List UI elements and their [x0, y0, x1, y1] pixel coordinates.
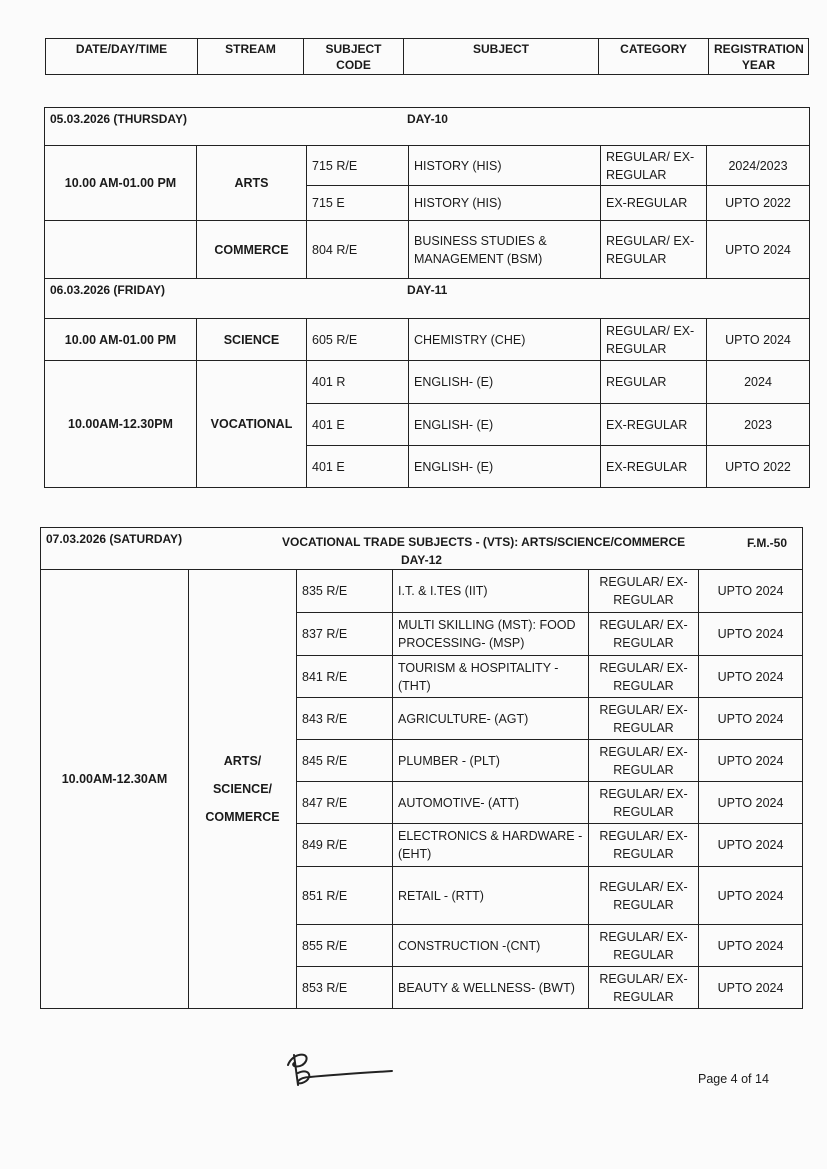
day10-label: DAY-10 — [407, 112, 448, 126]
day12-title: VOCATIONAL TRADE SUBJECTS - (VTS): ARTS/SCIENCE/COMMERCE — [282, 535, 686, 549]
day12-code: 847 R/E — [297, 782, 393, 824]
col-year-header: REGISTRATION YEAR — [709, 39, 809, 75]
col-subject-header: SUBJECT — [404, 39, 599, 75]
day10-category: EX-REGULAR — [601, 186, 707, 221]
day12-year: UPTO 2024 — [699, 570, 803, 613]
day10-subject: HISTORY (HIS) — [409, 146, 601, 186]
day10-year: 2024/2023 — [707, 146, 810, 186]
day10-subject: BUSINESS STUDIES & MANAGEMENT (BSM) — [409, 221, 601, 279]
day10-time: 10.00 AM-01.00 PM — [45, 146, 197, 221]
day12-fm: F.M.-50 — [747, 536, 788, 550]
header-table — [45, 38, 809, 75]
day12-category: REGULAR/ EX-REGULAR — [589, 824, 699, 867]
day12-code: 835 R/E — [297, 570, 393, 613]
day11-category: REGULAR/ EX-REGULAR — [601, 319, 707, 361]
day12-time: 10.00AM-12.30AM — [41, 570, 189, 1009]
day12-code: 853 R/E — [297, 967, 393, 1009]
day12-label: DAY-12 — [401, 553, 442, 567]
day10-year: UPTO 2024 — [707, 221, 810, 279]
col-code-header: SUBJECT CODE — [304, 39, 404, 75]
day12-year: UPTO 2024 — [699, 782, 803, 824]
day10-time-empty — [45, 221, 197, 279]
day11-subject: ENGLISH- (E) — [409, 404, 601, 446]
day11-category: REGULAR — [601, 361, 707, 404]
day12-year: UPTO 2024 — [699, 824, 803, 867]
day10-code: 715 E — [307, 186, 409, 221]
day12-code: 849 R/E — [297, 824, 393, 867]
day11-code: 401 E — [307, 446, 409, 488]
day12-subject: BEAUTY & WELLNESS- (BWT) — [393, 967, 589, 1009]
day12-year: UPTO 2024 — [699, 925, 803, 967]
day12-subject: RETAIL - (RTT) — [393, 867, 589, 925]
day12-stream-line: COMMERCE — [205, 810, 280, 824]
day11-code: 401 R — [307, 361, 409, 404]
signature-icon — [280, 1045, 400, 1095]
day12-category: REGULAR/ EX-REGULAR — [589, 656, 699, 698]
day12-subject: AGRICULTURE- (AGT) — [393, 698, 589, 740]
day11-time-1: 10.00 AM-01.00 PM — [45, 319, 197, 361]
day10-category: REGULAR/ EX-REGULAR — [601, 221, 707, 279]
day12-subject: MULTI SKILLING (MST): FOOD PROCESSING- (MSP) — [393, 613, 589, 656]
day11-header-row — [45, 279, 810, 319]
day12-code: 855 R/E — [297, 925, 393, 967]
day11-label: DAY-11 — [407, 283, 448, 297]
col-category-header: CATEGORY — [599, 39, 709, 75]
day12-stream-line: ARTS/ — [223, 754, 262, 768]
day11-code: 605 R/E — [307, 319, 409, 361]
day12-category: REGULAR/ EX-REGULAR — [589, 782, 699, 824]
day12-date: 07.03.2026 (SATURDAY) — [46, 532, 183, 546]
day12-subject: ELECTRONICS & HARDWARE - (EHT) — [393, 824, 589, 867]
day12-code: 851 R/E — [297, 867, 393, 925]
day11-category: EX-REGULAR — [601, 404, 707, 446]
day12-subject: I.T. & I.TES (IIT) — [393, 570, 589, 613]
day12-subject: CONSTRUCTION -(CNT) — [393, 925, 589, 967]
day12-stream-line: SCIENCE/ — [212, 782, 273, 796]
day12-subject: PLUMBER - (PLT) — [393, 740, 589, 782]
day12-year: UPTO 2024 — [699, 613, 803, 656]
day12-subject: AUTOMOTIVE- (ATT) — [393, 782, 589, 824]
day12-subject: TOURISM & HOSPITALITY - (THT) — [393, 656, 589, 698]
day11-subject: ENGLISH- (E) — [409, 361, 601, 404]
day11-year: 2024 — [707, 361, 810, 404]
day12-year: UPTO 2024 — [699, 867, 803, 925]
day12-table — [40, 527, 803, 1009]
day12-category: REGULAR/ EX-REGULAR — [589, 698, 699, 740]
day12-year: UPTO 2024 — [699, 740, 803, 782]
day10-date: 05.03.2026 (THURSDAY) — [50, 112, 187, 126]
day10-code: 715 R/E — [307, 146, 409, 186]
day12-code: 843 R/E — [297, 698, 393, 740]
col-date-header: DATE/DAY/TIME — [46, 39, 198, 75]
day12-category: REGULAR/ EX-REGULAR — [589, 570, 699, 613]
day12-year: UPTO 2024 — [699, 967, 803, 1009]
day10-subject: HISTORY (HIS) — [409, 186, 601, 221]
day12-category: REGULAR/ EX-REGULAR — [589, 925, 699, 967]
day10-stream-commerce: COMMERCE — [197, 221, 307, 279]
day11-year: 2023 — [707, 404, 810, 446]
day11-year: UPTO 2024 — [707, 319, 810, 361]
day11-subject: ENGLISH- (E) — [409, 446, 601, 488]
day11-stream-vocational: VOCATIONAL — [197, 361, 307, 488]
day12-category: REGULAR/ EX-REGULAR — [589, 967, 699, 1009]
day10-category: REGULAR/ EX-REGULAR — [601, 146, 707, 186]
day11-year: UPTO 2022 — [707, 446, 810, 488]
day10-year: UPTO 2022 — [707, 186, 810, 221]
day12-year: UPTO 2024 — [699, 698, 803, 740]
day12-category: REGULAR/ EX-REGULAR — [589, 613, 699, 656]
day12-stream — [189, 570, 297, 1009]
day12-code: 845 R/E — [297, 740, 393, 782]
day10-stream-arts: ARTS — [197, 146, 307, 221]
day12-header-row — [41, 528, 803, 570]
day12-code: 837 R/E — [297, 613, 393, 656]
day11-stream-science: SCIENCE — [197, 319, 307, 361]
day11-subject: CHEMISTRY (CHE) — [409, 319, 601, 361]
day10-day11-table — [44, 107, 810, 488]
day10-code: 804 R/E — [307, 221, 409, 279]
day12-code: 841 R/E — [297, 656, 393, 698]
day11-category: EX-REGULAR — [601, 446, 707, 488]
day11-date: 06.03.2026 (FRIDAY) — [50, 283, 165, 297]
day12-category: REGULAR/ EX-REGULAR — [589, 867, 699, 925]
day12-category: REGULAR/ EX-REGULAR — [589, 740, 699, 782]
day12-year: UPTO 2024 — [699, 656, 803, 698]
day11-code: 401 E — [307, 404, 409, 446]
col-stream-header: STREAM — [198, 39, 304, 75]
day10-header-row — [45, 108, 810, 146]
day11-time-2: 10.00AM-12.30PM — [45, 361, 197, 488]
page-number: Page 4 of 14 — [698, 1072, 769, 1086]
